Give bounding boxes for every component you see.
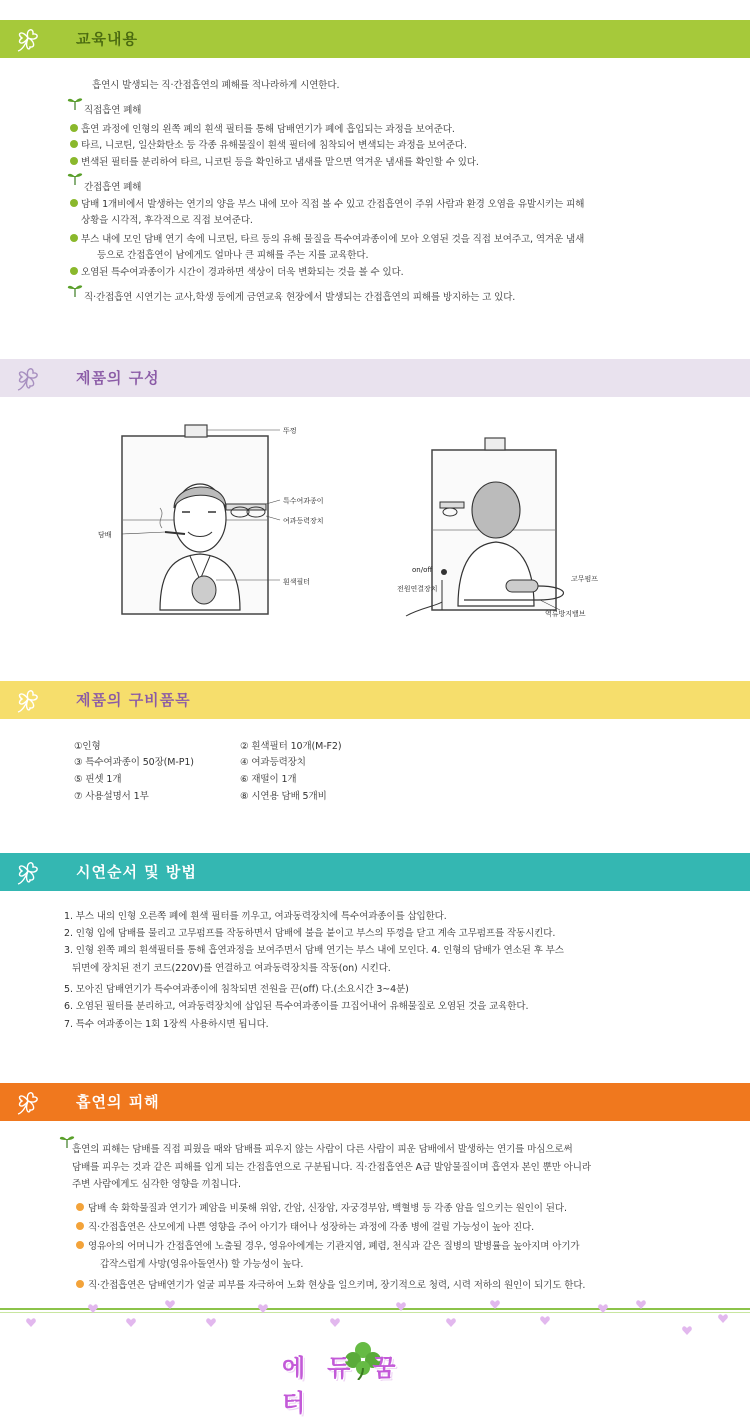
- footer-logo: [282, 1340, 452, 1417]
- heart-icon: [636, 1300, 646, 1309]
- heart-icon: [490, 1300, 500, 1309]
- bullet-dot: [70, 199, 78, 207]
- section-title: 흡연의 피해: [76, 1093, 160, 1111]
- step-5: 5. 모아진 담배연기가 특수여과종이에 침착되면 전원을 끈(off) 다.(소요시간 3~4분): [64, 984, 409, 995]
- item-filter-device: ④ 여과등력장치: [240, 757, 306, 768]
- logo-text: 에듀꿈터: [282, 1354, 418, 1417]
- label-power-connector: 전원연결장치: [397, 585, 438, 593]
- clover-icon: [14, 26, 44, 52]
- subheading-direct: 직접흡연 폐해: [84, 105, 142, 116]
- heart-icon: [206, 1318, 216, 1327]
- item-white-filter: ② 흰색필터 10개(M-F2): [240, 741, 342, 752]
- heart-icon: [540, 1316, 550, 1325]
- subheading-indirect: 간접흡연 폐해: [84, 182, 142, 193]
- label-filter-device: 여과등력장치: [283, 517, 324, 525]
- label-on-off: on/off: [412, 566, 433, 574]
- bullet-text: 담배 속 화학물질과 연기가 폐암을 비롯해 위암, 간암, 신장암, 자궁경부암, 백혈병 등 각종 암을 일으키는 원인이 된다.: [88, 1203, 567, 1214]
- sprout-icon: [66, 171, 84, 185]
- item-manual: ⑦ 사용설명서 1부: [74, 791, 149, 802]
- heart-icon: [165, 1300, 175, 1309]
- step-2: 2. 인형 입에 담배를 물리고 고무펌프를 작동하면서 담배에 불을 붙이고 부스의 뚜껑을 닫고 계속 고무펌프를 작동시킨다.: [64, 928, 556, 939]
- bullet-dot: [76, 1241, 84, 1249]
- heart-icon: [88, 1304, 98, 1313]
- bullet-text: 담배 1개비에서 발생하는 연기의 양을 부스 내에 모아 직접 볼 수 있고 간접흡연이 주위 사람과 환경 오염을 유발시키는 피해: [81, 199, 585, 210]
- label-filter-paper: 특수여과종이: [283, 497, 324, 505]
- bullet-dot: [70, 124, 78, 132]
- front-view-diagram: [90, 420, 290, 620]
- section-title: 제품의 구비품목: [76, 691, 191, 709]
- section-header-education: [0, 20, 750, 58]
- step-7: 7. 특수 여과종이는 1회 1장씩 사용하시면 됩니다.: [64, 1019, 269, 1030]
- harm-paragraph: 흡연의 피해는 담배를 직접 피웠을 때와 담배를 피우지 않는 사람이 다른 사람이 피운 담배에서 발생하는 연기를 마심으로써: [72, 1144, 573, 1155]
- bullet-text: 변색된 필터를 분리하여 타르, 니코틴 등을 확인하고 냄새를 맡으면 역겨운 냄새를 확인할 수 있다.: [81, 157, 479, 168]
- clover-icon: [14, 859, 44, 885]
- label-cigarette: 담배: [98, 531, 112, 539]
- heart-icon: [396, 1302, 406, 1311]
- step-6: 6. 오염된 필터를 분리하고, 여과동력장치에 삽입된 특수여과종이를 끄집어내어 유해물질로 오염된 것을 교육한다.: [64, 1001, 529, 1012]
- bullet-dot: [70, 157, 78, 165]
- bullet-dot: [70, 267, 78, 275]
- bullet-dot: [76, 1203, 84, 1211]
- bullet-text: 직·간접흡연은 산모에게 나쁜 영향을 주어 아기가 태어나 성장하는 과정에 각종 병에 걸릴 가능성이 높아 진다.: [88, 1222, 535, 1233]
- label-rubber-pump: 고무펌프: [571, 575, 599, 583]
- item-filter-paper: ③ 특수여과종이 50장(M-P1): [74, 757, 194, 768]
- bullet-text: 영유아의 어머니가 간접흡연에 노출될 경우, 영유아에게는 기관지염, 폐렴, 천식과 같은 질병의 발병률을 높아지며 아기가: [88, 1241, 580, 1252]
- step-1: 1. 부스 내의 인형 오른쪽 폐에 흰색 필터를 끼우고, 여과동력장치에 특수여과종이를 삽입한다.: [64, 911, 447, 922]
- footer-divider: [0, 1312, 750, 1313]
- heart-icon: [682, 1326, 692, 1335]
- bullet-text: 부스 내에 모인 담배 연기 속에 니코틴, 타르 등의 유해 물질을 특수여과종이에 모아 오염된 것을 직접 보여주고, 역겨운 냄새: [81, 234, 585, 245]
- heart-icon: [26, 1318, 36, 1327]
- section-header-procedure: [0, 853, 750, 891]
- summary-text: 직·간접흡연 시연기는 교사,학생 등에게 금연교육 현장에서 발생되는 간접흡연의 피해를 방지하는 고 있다.: [84, 292, 516, 303]
- step-3-cont: 뒤면에 장치된 전기 코드(220V)를 연결하고 여과동력장치를 작동(on) 시킨다.: [72, 963, 391, 974]
- sprout-icon: [66, 283, 84, 297]
- heart-icon: [446, 1318, 456, 1327]
- label-white-filter: 흰색필터: [283, 578, 311, 586]
- bullet-text-cont: 상황을 시각적, 후각적으로 직접 보여준다.: [81, 215, 253, 226]
- heart-icon: [126, 1318, 136, 1327]
- bullet-text-cont: 등으로 간접흡연이 남에게도 얼마나 큰 피해를 주는 지를 교육한다.: [97, 250, 369, 261]
- item-cigarettes: ⑧ 시연용 담배 5개비: [240, 791, 327, 802]
- clover-icon: [14, 1089, 44, 1115]
- section-header-harm: [0, 1083, 750, 1121]
- section-title: 교육내용: [76, 30, 138, 48]
- sprout-icon: [66, 96, 84, 110]
- heart-icon: [258, 1304, 268, 1313]
- bullet-text: 타르, 니코틴, 일산화탄소 등 각종 유해물질이 흰색 필터에 침착되어 변색되는 과정을 보여준다.: [81, 140, 467, 151]
- heart-icon: [718, 1314, 728, 1323]
- bullet-dot: [70, 140, 78, 148]
- label-check-valve: 역류방지밸브: [545, 610, 586, 618]
- item-ashtray: ⑥ 재떨이 1개: [240, 774, 297, 785]
- bullet-dot: [76, 1222, 84, 1230]
- step-3: 3. 인형 왼쪽 폐의 흰색필터를 통해 흡연과정을 보여주면서 담배 연기는 부스 내에 모인다. 4. 인형의 담배가 연소된 후 부스: [64, 945, 564, 956]
- item-tweezers: ⑤ 핀셋 1개: [74, 774, 122, 785]
- section-header-items: [0, 681, 750, 719]
- section-title: 제품의 구성: [76, 369, 160, 387]
- harm-paragraph: 담배를 피우는 것과 같은 피해를 입게 되는 간접흡연으로 구분됩니다. 직·간접흡연은 A급 발암물질이며 흡연자 본인 뿐만 아니라: [72, 1162, 591, 1173]
- section-header-components: [0, 359, 750, 397]
- intro-text: 흡연시 발생되는 직·간접흡연의 폐해를 적나라하게 시연한다.: [92, 80, 340, 91]
- clover-icon: [14, 365, 44, 391]
- heart-icon: [598, 1304, 608, 1313]
- clover-icon: [14, 687, 44, 713]
- section-title: 시연순서 및 방법: [76, 863, 197, 881]
- bullet-dot: [76, 1280, 84, 1288]
- label-lid: 뚜껑: [283, 427, 297, 435]
- bullet-text: 흡연 과정에 인형의 왼쪽 폐의 흰색 필터를 통해 담배연기가 폐에 흡입되는 과정을 보여준다.: [81, 124, 455, 135]
- harm-paragraph: 주변 사람에게도 심각한 영향을 끼칩니다.: [72, 1179, 241, 1190]
- bullet-text-cont: 갑작스럽게 사망(영유아돌연사) 할 가능성이 높다.: [100, 1259, 304, 1270]
- item-doll: ①인형: [74, 741, 101, 752]
- bullet-text: 오염된 특수여과종이가 시간이 경과하면 색상이 더욱 변화되는 것을 볼 수 있다.: [81, 267, 404, 278]
- heart-icon: [330, 1318, 340, 1327]
- bullet-text: 직·간접흡연은 담배연기가 얼굴 피부를 자극하여 노화 현상을 일으키며, 장기적으로 청력, 시력 저하의 원인이 되기도 한다.: [88, 1280, 586, 1291]
- bullet-dot: [70, 234, 78, 242]
